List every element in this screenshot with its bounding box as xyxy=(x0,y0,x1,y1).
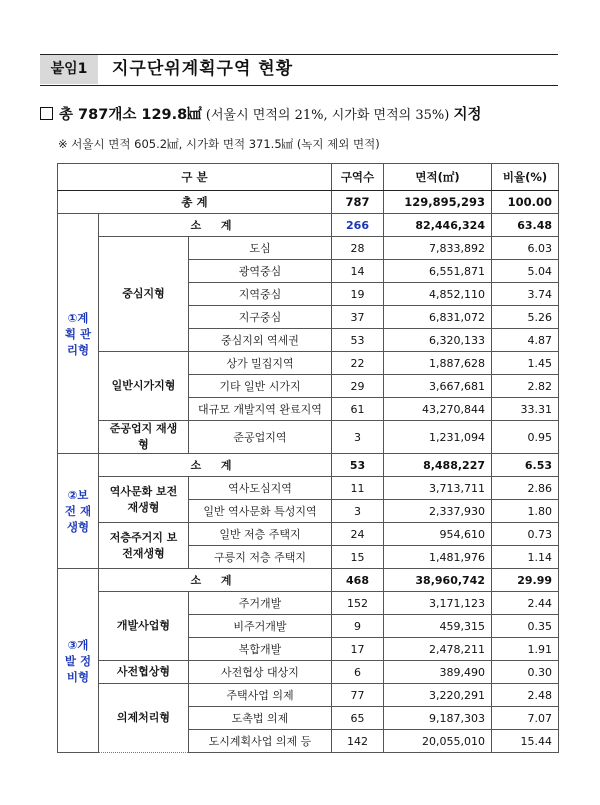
table-row xyxy=(58,421,559,454)
item-ratio: 33.31 xyxy=(492,398,559,421)
item-ratio: 2.82 xyxy=(492,375,559,398)
total-count: 787 xyxy=(332,191,384,214)
group3-cat1-name: 개발사업형 xyxy=(99,592,189,661)
item-area: 2,337,930 xyxy=(384,500,492,523)
item-name: 지역중심 xyxy=(189,283,332,306)
item-area: 3,171,123 xyxy=(384,592,492,615)
group1-subtotal-count: 266 xyxy=(332,214,384,237)
item-area: 9,187,303 xyxy=(384,707,492,730)
group1-name: ①계획 관리형 xyxy=(58,214,99,454)
item-count: 152 xyxy=(332,592,384,615)
item-ratio: 6.03 xyxy=(492,237,559,260)
item-count: 19 xyxy=(332,283,384,306)
total-area: 129,895,293 xyxy=(384,191,492,214)
item-area: 43,270,844 xyxy=(384,398,492,421)
group2-subtotal-count: 53 xyxy=(332,454,384,477)
item-area: 459,315 xyxy=(384,615,492,638)
item-area: 954,610 xyxy=(384,523,492,546)
item-count: 15 xyxy=(332,546,384,569)
item-area: 7,833,892 xyxy=(384,237,492,260)
item-area: 6,551,871 xyxy=(384,260,492,283)
total-row xyxy=(58,191,559,214)
item-ratio: 0.95 xyxy=(492,421,559,454)
summary-line xyxy=(40,103,481,124)
item-name: 구릉지 저층 주택지 xyxy=(189,546,332,569)
item-count: 28 xyxy=(332,237,384,260)
item-name: 중심지외 역세권 xyxy=(189,329,332,352)
item-name: 기타 일반 시가지 xyxy=(189,375,332,398)
total-label: 총 계 xyxy=(58,191,332,214)
item-name: 도시계획사업 의제 등 xyxy=(189,730,332,753)
item-area: 3,713,711 xyxy=(384,477,492,500)
item-ratio: 5.04 xyxy=(492,260,559,283)
group3-subtotal-area: 38,960,742 xyxy=(384,569,492,592)
item-count: 53 xyxy=(332,329,384,352)
table-row xyxy=(58,592,559,615)
item-ratio: 15.44 xyxy=(492,730,559,753)
item-count: 3 xyxy=(332,421,384,454)
item-area: 6,831,072 xyxy=(384,306,492,329)
item-area: 20,055,010 xyxy=(384,730,492,753)
item-name: 도촉법 의제 xyxy=(189,707,332,730)
checkbox-square-icon xyxy=(40,107,53,120)
item-ratio: 0.35 xyxy=(492,615,559,638)
item-name: 비주거개발 xyxy=(189,615,332,638)
group1-cat1-name: 중심지형 xyxy=(99,237,189,352)
header-row xyxy=(58,164,559,191)
table-row xyxy=(58,684,559,707)
item-area: 3,667,681 xyxy=(384,375,492,398)
item-ratio: 7.07 xyxy=(492,707,559,730)
group2-subtotal-label: 소 계 xyxy=(99,454,332,477)
group2-subtotal-area: 8,488,227 xyxy=(384,454,492,477)
table-row xyxy=(58,661,559,684)
item-count: 9 xyxy=(332,615,384,638)
item-count: 77 xyxy=(332,684,384,707)
item-area: 4,852,110 xyxy=(384,283,492,306)
group3-subtotal-count: 468 xyxy=(332,569,384,592)
summary-prefix: 총 787개소 129.8㎢ xyxy=(59,107,202,123)
item-area: 1,481,976 xyxy=(384,546,492,569)
header-area: 면적(㎡) xyxy=(384,164,492,191)
item-ratio: 1.14 xyxy=(492,546,559,569)
table-row xyxy=(58,477,559,500)
item-ratio: 0.73 xyxy=(492,523,559,546)
item-name: 일반 저층 주택지 xyxy=(189,523,332,546)
item-count: 65 xyxy=(332,707,384,730)
group1-cat2-name: 일반시가지형 xyxy=(99,352,189,421)
attachment-tag: 붙임1 xyxy=(40,55,98,84)
item-name: 일반 역사문화 특성지역 xyxy=(189,500,332,523)
item-ratio: 1.45 xyxy=(492,352,559,375)
bottom-rule xyxy=(40,85,558,86)
item-count: 17 xyxy=(332,638,384,661)
group1-subtotal-label: 소 계 xyxy=(99,214,332,237)
header-category: 구 분 xyxy=(58,164,332,191)
item-count: 6 xyxy=(332,661,384,684)
item-count: 11 xyxy=(332,477,384,500)
item-count: 29 xyxy=(332,375,384,398)
item-area: 1,887,628 xyxy=(384,352,492,375)
item-area: 2,478,211 xyxy=(384,638,492,661)
group2-subtotal-row xyxy=(58,454,559,477)
item-count: 3 xyxy=(332,500,384,523)
item-count: 61 xyxy=(332,398,384,421)
item-count: 24 xyxy=(332,523,384,546)
item-ratio: 4.87 xyxy=(492,329,559,352)
page-title: 지구단위계획구역 현황 xyxy=(112,59,294,79)
group2-cat2-name: 저층주거지 보전재생형 xyxy=(99,523,189,569)
item-area: 1,231,094 xyxy=(384,421,492,454)
item-name: 도심 xyxy=(189,237,332,260)
summary-suffix: 지정 xyxy=(453,107,482,123)
group1-subtotal-area: 82,446,324 xyxy=(384,214,492,237)
item-ratio: 2.44 xyxy=(492,592,559,615)
header-ratio: 비율(%) xyxy=(492,164,559,191)
header-count: 구역수 xyxy=(332,164,384,191)
table-row xyxy=(58,352,559,375)
group2-cat1-name: 역사문화 보전재생형 xyxy=(99,477,189,523)
group1-subtotal-ratio: 63.48 xyxy=(492,214,559,237)
item-ratio: 1.91 xyxy=(492,638,559,661)
group1-cat3-name: 준공업지 재생형 xyxy=(99,421,189,454)
item-area: 389,490 xyxy=(384,661,492,684)
item-ratio: 2.86 xyxy=(492,477,559,500)
item-count: 22 xyxy=(332,352,384,375)
area-note: ※ 서울시 면적 605.2㎢, 시가화 면적 371.5㎢ (녹지 제외 면적) xyxy=(58,137,380,151)
item-count: 142 xyxy=(332,730,384,753)
group3-subtotal-ratio: 29.99 xyxy=(492,569,559,592)
item-name: 광역중심 xyxy=(189,260,332,283)
group3-subtotal-row xyxy=(58,569,559,592)
summary-detail: (서울시 면적의 21%, 시가화 면적의 35%) xyxy=(201,108,454,123)
group3-name: ③개발 정비형 xyxy=(58,569,99,753)
item-count: 14 xyxy=(332,260,384,283)
group3-subtotal-label: 소 계 xyxy=(99,569,332,592)
item-name: 준공업지역 xyxy=(189,421,332,454)
item-area: 3,220,291 xyxy=(384,684,492,707)
group3-cat3-name: 의제처리형 xyxy=(99,684,189,753)
table-row xyxy=(58,237,559,260)
total-ratio: 100.00 xyxy=(492,191,559,214)
item-count: 37 xyxy=(332,306,384,329)
item-area: 6,320,133 xyxy=(384,329,492,352)
item-ratio: 0.30 xyxy=(492,661,559,684)
item-name: 복합개발 xyxy=(189,638,332,661)
item-name: 상가 밀집지역 xyxy=(189,352,332,375)
group2-subtotal-ratio: 6.53 xyxy=(492,454,559,477)
item-ratio: 3.74 xyxy=(492,283,559,306)
item-ratio: 1.80 xyxy=(492,500,559,523)
item-name: 대규모 개발지역 완료지역 xyxy=(189,398,332,421)
group3-cat2-name: 사전협상형 xyxy=(99,661,189,684)
group1-subtotal-row xyxy=(58,214,559,237)
district-table xyxy=(57,163,559,753)
item-ratio: 5.26 xyxy=(492,306,559,329)
item-name: 역사도심지역 xyxy=(189,477,332,500)
item-name: 주거개발 xyxy=(189,592,332,615)
item-ratio: 2.48 xyxy=(492,684,559,707)
item-name: 주택사업 의제 xyxy=(189,684,332,707)
item-name: 지구중심 xyxy=(189,306,332,329)
table-row xyxy=(58,523,559,546)
group2-name: ②보전 재생형 xyxy=(58,454,99,569)
item-name: 사전협상 대상지 xyxy=(189,661,332,684)
